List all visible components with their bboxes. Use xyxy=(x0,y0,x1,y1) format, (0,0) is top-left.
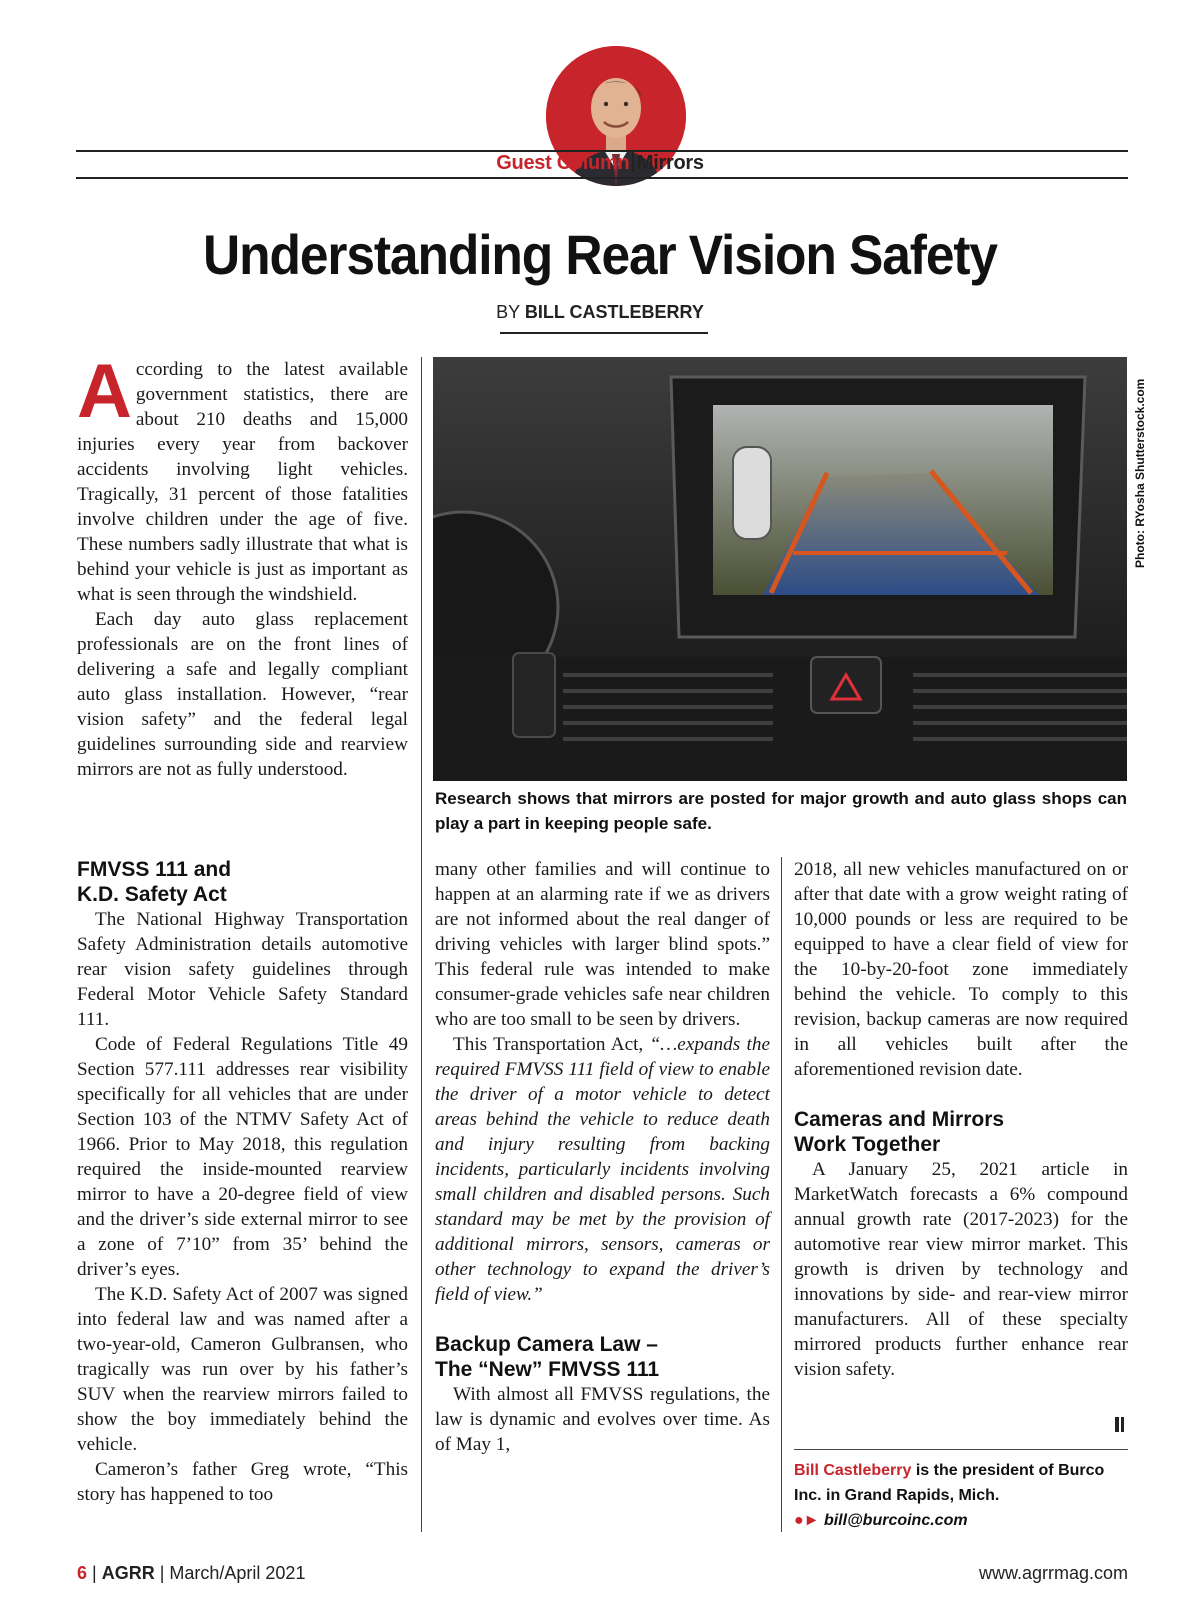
column-1-top xyxy=(77,349,408,782)
bio-email[interactable]: bill@burcoinc.com xyxy=(823,1512,968,1529)
intro-text: ccording to the latest available government statistics, there are about 210 deaths and 15,000 injuries every year from backover accidents involving light vehicles. Tragically, 31 percent of those fatalities involve children under the age of five. These numbers sadly illustrate that what is behind your vehicle is just as important as what is seen through the windshield. xyxy=(77,359,408,605)
footer-left: 6 | AGRR | March/April 2021 xyxy=(77,1563,306,1583)
column-3 xyxy=(794,857,1128,1382)
paragraph: Each day auto glass replacement professionals are on the front lines of delivering a safe and legally compliant auto glass installation. However, “rear vision safety” and the federal legal guidelines surrounding side and rearview mirrors are not as fully understood. xyxy=(77,609,408,780)
subhead-line-2: K.D. Safety Act xyxy=(77,883,227,906)
column-divider xyxy=(781,857,782,1532)
column-1-bottom xyxy=(77,857,408,1507)
subhead-line-1: FMVSS 111 and xyxy=(77,858,232,881)
section-kicker xyxy=(0,152,1200,175)
photo-credit: Photo: RYosha Shutterstock.com xyxy=(1133,378,1147,568)
paragraph: 2018, all new vehicles manufactured on or after that date with a grow weight rating of 10,000 pounds or less are required to be equipped to have a clear field of view for the 10-by-20-foot zone immediately behind the vehicle. To comply to this revision, backup cameras are now required in all vehicles built after the aforementioned revision date. xyxy=(794,859,1128,1080)
paragraph: Cameron’s father Greg wrote, “This story has happened to too xyxy=(77,1459,408,1505)
byline-rule xyxy=(500,332,708,334)
bio-text: is the president of Burco Inc. in Grand Rapids, Mich. xyxy=(794,1462,1105,1504)
column-2 xyxy=(435,857,770,1457)
end-mark-inner xyxy=(1119,1417,1121,1432)
paragraph-quote xyxy=(435,1032,770,1307)
issue-date: March/April 2021 xyxy=(169,1563,306,1583)
bio-name: Bill Castleberry xyxy=(794,1462,912,1479)
magazine-name: AGRR xyxy=(101,1563,155,1583)
column-divider xyxy=(421,357,422,1532)
kicker-section: Guest Column xyxy=(496,152,630,174)
subhead-backup-camera xyxy=(435,1332,770,1382)
drop-cap: A xyxy=(77,349,132,434)
byline xyxy=(0,302,1200,323)
email-arrow-icon: ●► xyxy=(794,1512,820,1529)
subhead-line-1: Backup Camera Law – xyxy=(435,1333,658,1356)
dashboard-photo xyxy=(433,357,1127,781)
paragraph: many other families and will continue to happen at an alarming rate if we as drivers are not informed about the real danger of driving vehicles with larger blind spots.” This federal rule was intended to make consumer-grade vehicles safe near children who are too small to be seen by drivers. xyxy=(435,859,770,1030)
bio-rule xyxy=(794,1449,1128,1450)
intro-paragraph xyxy=(77,349,408,607)
photo-caption: Research shows that mirrors are posted for major growth and auto glass shops can play a part in keeping people safe. xyxy=(435,789,1127,833)
byline-author: BILL CASTLEBERRY xyxy=(524,302,704,322)
quote-intro: This Transportation Act, xyxy=(453,1034,650,1055)
headline: Understanding Rear Vision Safety xyxy=(203,223,997,286)
paragraph: Code of Federal Regulations Title 49 Section 577.111 addresses rear visibility specifically for all vehicles that are under Section 103 of the NTMV Safety Act of 1966. Prior to May 2018, this regulation required the inside-mounted rearview mirror to have a 20-degree field of view and the driver’s side external mirror to see a zone of 7’10” from 35’ behind the driver’s eyes. xyxy=(77,1034,408,1280)
paragraph: The K.D. Safety Act of 2007 was signed into federal law and was named after a two-year-old, Cameron Gulbransen, who tragically was run over by his father’s SUV when the rearview mirrors failed to show the boy immediately behind the vehicle. xyxy=(77,1284,408,1455)
subhead-line-2: The “New” FMVSS 111 xyxy=(435,1358,660,1381)
kicker-topic: Mirrors xyxy=(636,152,704,174)
byline-prefix: BY xyxy=(496,302,520,322)
subhead-fmvss xyxy=(77,857,408,907)
subhead-line-2: Work Together xyxy=(794,1133,941,1156)
footer-website[interactable]: www.agrrmag.com xyxy=(978,1563,1128,1583)
quote-text: “…expands the required FMVSS 111 field of view to enable the driver of a motor vehicle to detect areas behind the vehicle to reduce death and injury resulting from backing incidents, particularly incidents involving small children and disabled persons. Such standard may be met by the provision of additional mirrors, sensors, cameras or other technology to expand the driver’s field of view.” xyxy=(435,1034,770,1305)
subhead-cameras-mirrors xyxy=(794,1107,1128,1157)
subhead-line-1: Cameras and Mirrors xyxy=(794,1108,1005,1131)
paragraph: The National Highway Transportation Safety Administration details automotive rear vision safety guidelines through Federal Motor Vehicle Safety Standard 111. xyxy=(77,909,408,1030)
author-bio xyxy=(794,1458,1128,1533)
page-number: 6 xyxy=(77,1563,88,1583)
paragraph: A January 25, 2021 article in MarketWatch forecasts a 6% compound annual growth rate (2017-2023) for the automotive rear view mirror market. This growth is driven by technology and innovations by side- and rear-view mirror manufacturers. All of these specialty mirrored products further enhance rear vision safety. xyxy=(794,1159,1128,1380)
header-bottom-rule xyxy=(76,177,1128,179)
paragraph: With almost all FMVSS regulations, the law is dynamic and evolves over time. As of May 1, xyxy=(435,1384,770,1455)
